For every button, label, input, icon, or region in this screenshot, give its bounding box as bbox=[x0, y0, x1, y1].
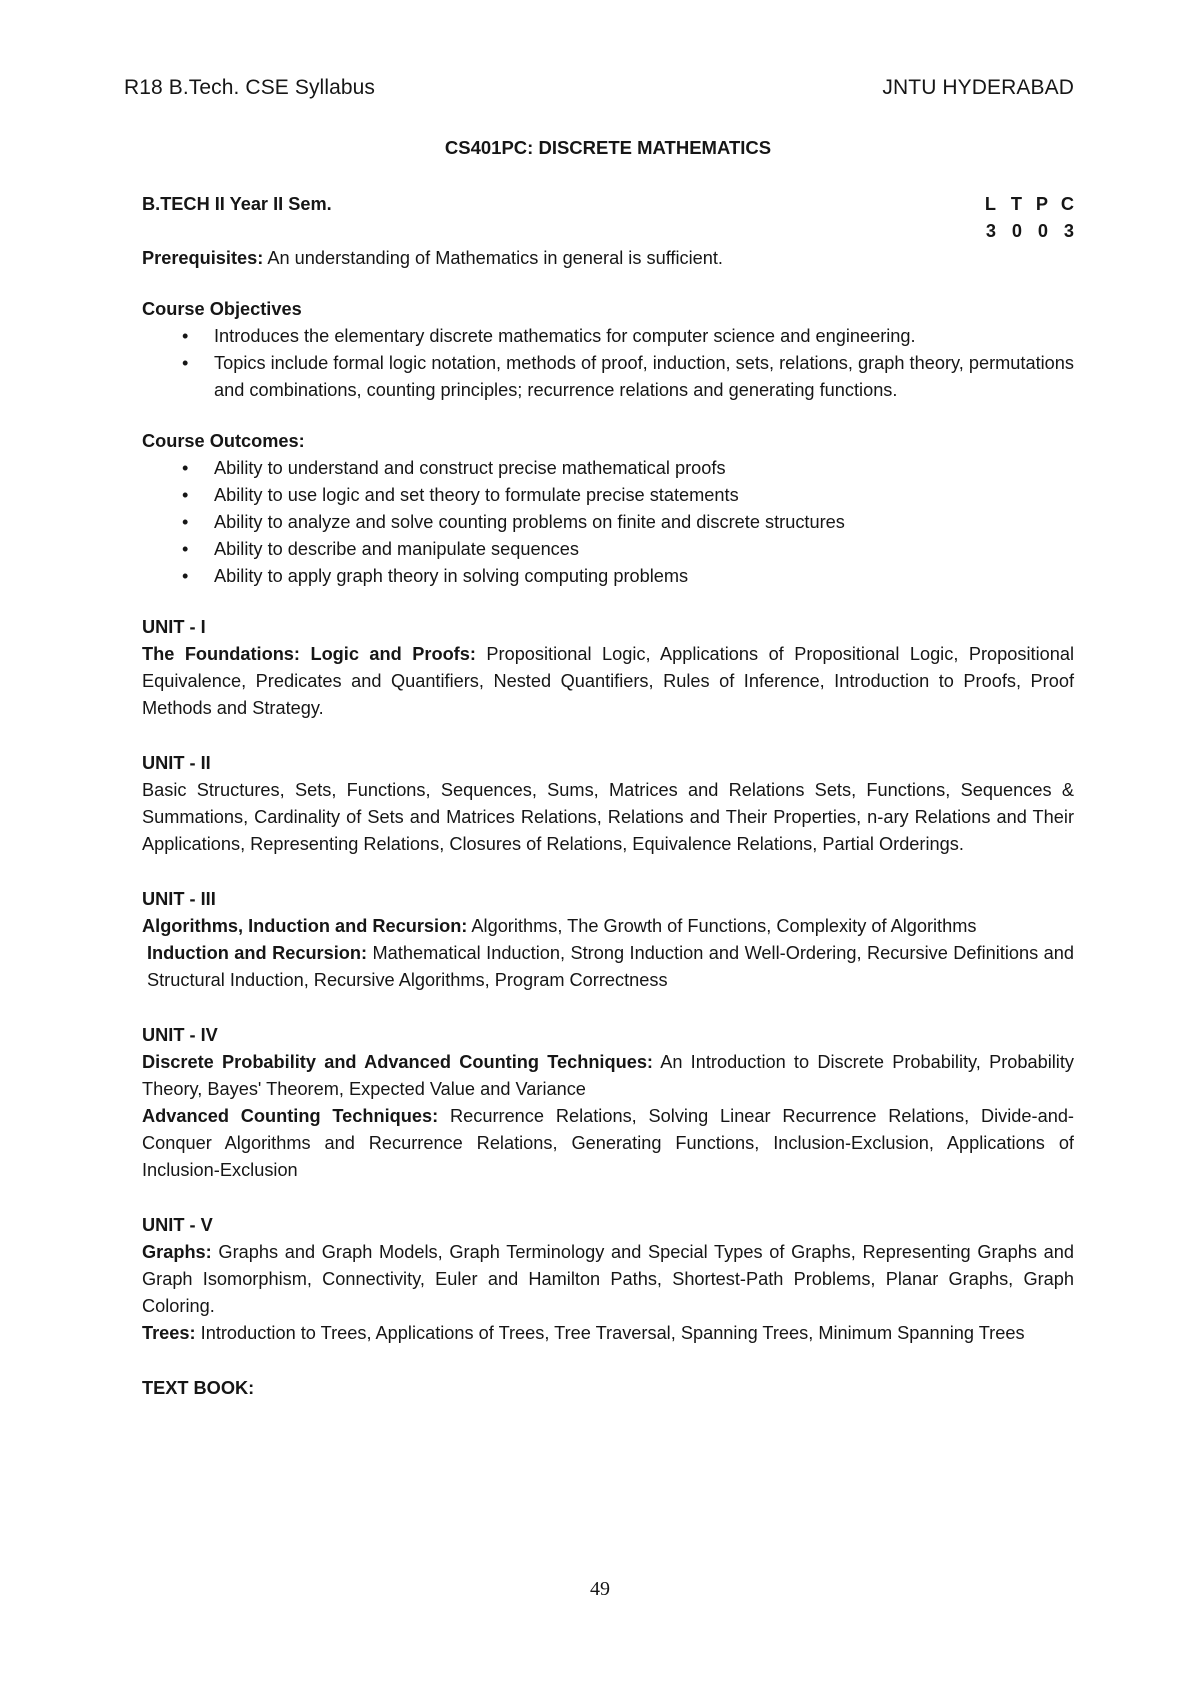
unit-topic-label: Trees: bbox=[142, 1323, 196, 1343]
unit-topic-label: Induction and Recursion: bbox=[147, 943, 368, 963]
objectives-list bbox=[142, 323, 1074, 404]
unit-1 bbox=[142, 614, 1074, 722]
unit-paragraph bbox=[142, 1103, 1074, 1184]
outcomes-heading: Course Outcomes: bbox=[142, 431, 305, 451]
list-item: • Ability to analyze and solve counting problems on finite and discrete structures bbox=[142, 509, 1074, 536]
unit-heading: UNIT - III bbox=[142, 889, 216, 909]
header-right: JNTU HYDERABAD bbox=[882, 76, 1074, 99]
unit-3 bbox=[142, 886, 1074, 994]
list-item: • Ability to understand and construct precise mathematical proofs bbox=[142, 455, 1074, 482]
unit-2 bbox=[142, 750, 1074, 858]
list-item: • Ability to use logic and set theory to formulate precise statements bbox=[142, 482, 1074, 509]
unit-topic-text: An Introduction to Discrete Probability, Probability Theory, Bayes' Theorem, Expected Value and Variance bbox=[142, 1052, 1074, 1099]
unit-heading: UNIT - IV bbox=[142, 1025, 218, 1045]
ltpc-label-t: T bbox=[1010, 194, 1022, 214]
semester-row bbox=[142, 191, 1074, 241]
ltpc-table bbox=[970, 191, 1074, 245]
ltpc-label-l: L bbox=[984, 194, 996, 214]
unit-paragraph: Basic Structures, Sets, Functions, Sequences, Sums, Matrices and Relations Sets, Functions, Sequences & Summations, Cardinality of Sets and Matrices Relations, Relations and Their Properties, n-ary Relations and Their Applications, Representing Relations, Closures of Relations, Equivalence Relations, Partial Orderings. bbox=[142, 780, 1074, 854]
page-number: 49 bbox=[590, 1578, 610, 1600]
unit-paragraph bbox=[142, 641, 1074, 722]
ltpc-label-p: P bbox=[1035, 194, 1048, 214]
list-item: • Ability to apply graph theory in solving computing problems bbox=[142, 563, 1074, 590]
list-item: • Ability to describe and manipulate sequences bbox=[142, 536, 1074, 563]
unit-topic-label: Discrete Probability and Advanced Counting Techniques: bbox=[142, 1052, 653, 1072]
course-title: CS401PC: DISCRETE MATHEMATICS bbox=[444, 137, 772, 158]
course-objectives bbox=[142, 296, 1074, 404]
list-item: • Introduces the elementary discrete mathematics for computer science and engineering. bbox=[142, 323, 1074, 350]
semester-label: B.TECH II Year II Sem. bbox=[142, 194, 332, 214]
unit-heading: UNIT - II bbox=[142, 753, 211, 773]
running-header bbox=[124, 76, 1074, 100]
unit-5 bbox=[142, 1212, 1074, 1347]
textbook-heading: TEXT BOOK: bbox=[142, 1378, 255, 1398]
page-content bbox=[142, 134, 1074, 1420]
unit-paragraph bbox=[142, 1049, 1074, 1103]
prerequisites bbox=[142, 245, 1074, 272]
unit-topic-text: Introduction to Trees, Applications of Trees, Tree Traversal, Spanning Trees, Minimum Spanning Trees bbox=[195, 1323, 1025, 1343]
unit-topic-label: Algorithms, Induction and Recursion: bbox=[142, 916, 468, 936]
prerequisites-label: Prerequisites: bbox=[142, 248, 264, 268]
ltpc-value-l: 3 bbox=[985, 221, 996, 241]
unit-topic-text: Propositional Logic, Applications of Propositional Logic, Propositional Equivalence, Predicates and Quantifiers, Nested Quantifiers, Rules of Inference, Introduction to Proofs, Proof Methods and Strategy. bbox=[142, 644, 1074, 718]
ltpc-label-c: C bbox=[1060, 194, 1074, 214]
outcomes-list bbox=[142, 455, 1074, 590]
unit-topic-label: The Foundations: Logic and Proofs: bbox=[142, 644, 476, 664]
unit-topic-text: Recurrence Relations, Solving Linear Recurrence Relations, Divide-and-Conquer Algorithms and Recurrence Relations, Generating Functions, Inclusion-Exclusion, Applications of Inclusion-Exclusion bbox=[142, 1106, 1074, 1180]
unit-topic-label: Advanced Counting Techniques: bbox=[142, 1106, 439, 1126]
prerequisites-text: An understanding of Mathematics in general is sufficient. bbox=[263, 248, 723, 268]
unit-topic-text: Graphs and Graph Models, Graph Terminology and Special Types of Graphs, Representing Graphs and Graph Isomorphism, Connectivity, Euler and Hamilton Paths, Shortest-Path Problems, Planar Graphs, Graph Coloring. bbox=[142, 1242, 1074, 1316]
unit-topic-label: Graphs: bbox=[142, 1242, 212, 1262]
unit-paragraph bbox=[142, 1239, 1074, 1320]
unit-heading: UNIT - V bbox=[142, 1215, 213, 1235]
unit-paragraph bbox=[142, 940, 1074, 994]
unit-paragraph bbox=[142, 1320, 1074, 1347]
course-outcomes bbox=[142, 428, 1074, 590]
ltpc-value-t: 0 bbox=[1011, 221, 1022, 241]
unit-topic-text: Mathematical Induction, Strong Induction and Well-Ordering, Recursive Definitions and Structural Induction, Recursive Algorithms, Program Correctness bbox=[147, 943, 1074, 990]
unit-heading: UNIT - I bbox=[142, 617, 206, 637]
unit-topic-text: Algorithms, The Growth of Functions, Complexity of Algorithms bbox=[467, 916, 977, 936]
objectives-heading: Course Objectives bbox=[142, 299, 302, 319]
list-item: • Topics include formal logic notation, methods of proof, induction, sets, relations, graph theory, permutations and combinations, counting principles; recurrence relations and generating functions. bbox=[142, 350, 1074, 404]
unit-4 bbox=[142, 1022, 1074, 1184]
header-left: R18 B.Tech. CSE Syllabus bbox=[124, 76, 376, 99]
ltpc-value-c: 3 bbox=[1063, 221, 1074, 241]
unit-paragraph bbox=[142, 913, 1074, 940]
ltpc-value-p: 0 bbox=[1037, 221, 1048, 241]
